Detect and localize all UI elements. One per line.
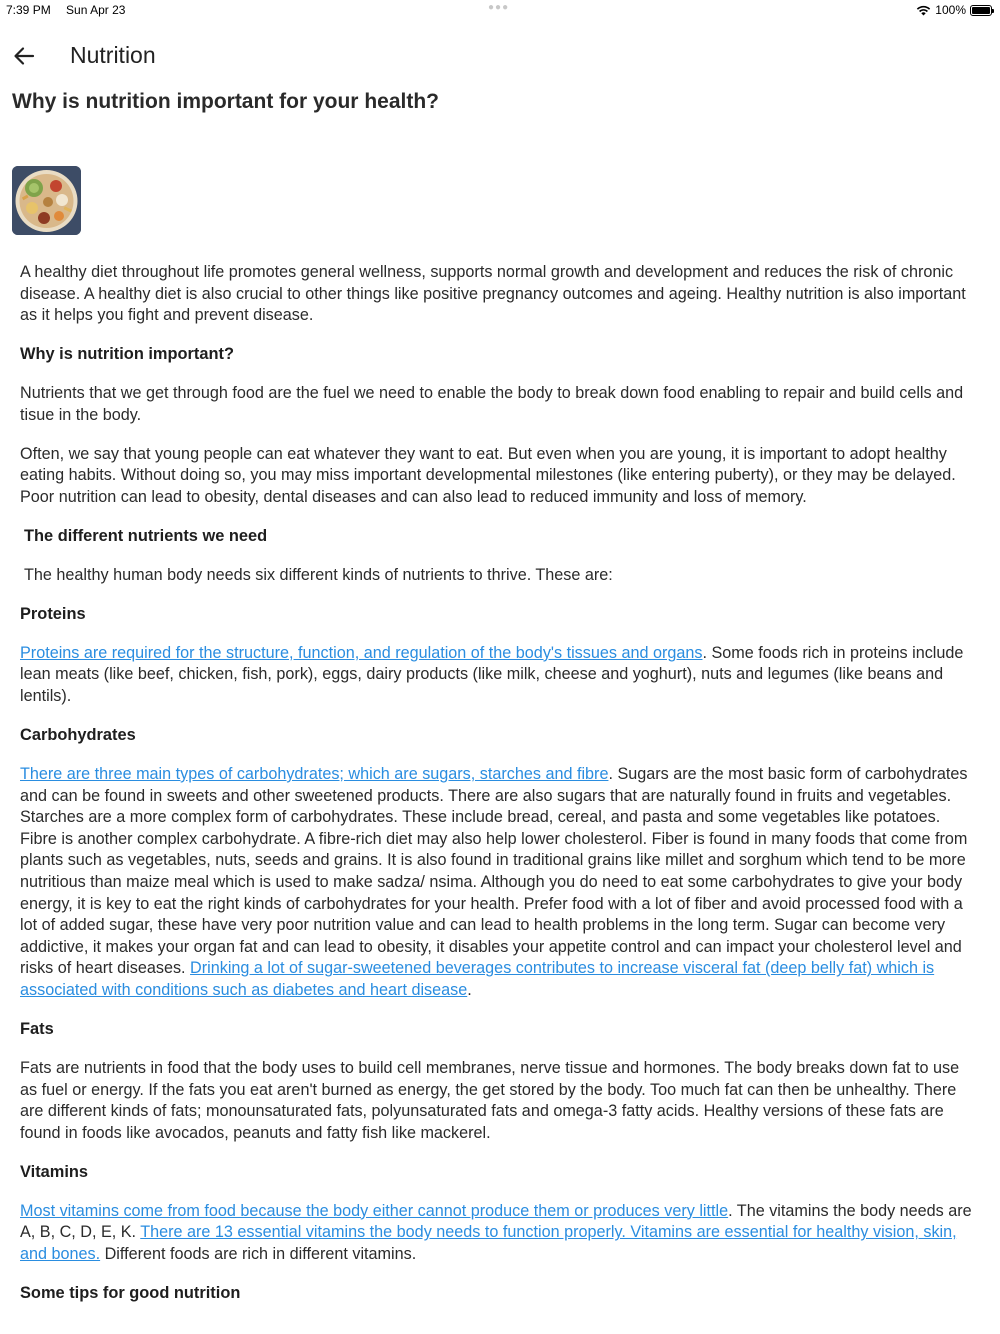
fats-paragraph: Fats are nutrients in food that the body uses to build cell membranes, nerve tissue and hormones. The body breaks down fat to use as fuel or energy. If the fats you eat aren't burned as energy, the get stored by the body. Too much fat can then be unhealthy. There are different kinds of fats; monounsaturated fats, polyunsaturated fats and omega-3 fatty acids. Healthy versions of these fats are found in foods like avocados, peanuts and fatty fish like mackerel. [20, 1058, 960, 1142]
proteins-link[interactable]: Proteins are required for the structure, function, and regulation of the body's tissues and organs [20, 643, 703, 662]
vitamins-link-2[interactable]: There are 13 essential vitamins the body needs to function properly. Vitamins are essential for healthy vision, skin, and bones. [20, 1223, 957, 1263]
carbohydrates-paragraph [20, 764, 980, 1002]
wifi-icon [916, 5, 931, 16]
status-right [916, 3, 992, 17]
battery-percent: 100% [935, 3, 966, 17]
heading-proteins: Proteins [20, 604, 86, 623]
intro-paragraph: A healthy diet throughout life promotes general wellness, supports normal growth and development and reduces the risk of chronic disease. A healthy diet is also crucial to other things like positive pregnancy outcomes and ageing. Healthy nutrition is also important as it helps you fight and prevent disease. [20, 263, 966, 325]
page-heading: Why is nutrition important for your health? [12, 90, 439, 113]
article-body [20, 262, 980, 1322]
app-title: Nutrition [70, 42, 156, 68]
proteins-text: . Some foods rich in proteins include lean meats (like beef, chicken, fish, pork), eggs, dairy products (like milk, cheese and yoghurt), nuts and legumes (like beans and lentils). [20, 643, 964, 706]
arrow-left-icon [12, 44, 36, 68]
different-nutrients-paragraph: The healthy human body needs six different kinds of nutrients to thrive. These are: [24, 565, 613, 584]
status-time: 7:39 PM [6, 3, 51, 17]
heading-why-nutrition: Why is nutrition important? [20, 345, 234, 364]
multitasking-dots-icon[interactable]: ●●● [488, 2, 510, 13]
why-paragraph-1: Nutrients that we get through food are the fuel we need to enable the body to break down food enabling to repair and build cells and tisue in the body. [20, 384, 964, 424]
status-bar [0, 0, 1000, 22]
food-platter-image [12, 166, 81, 235]
heading-carbohydrates: Carbohydrates [20, 726, 136, 745]
why-paragraph-2: Often, we say that young people can eat whatever they want to eat. But even when you are young, it is important to adopt healthy eating habits. Without doing so, you may miss important developmental milestones (like entering puberty), or they may be delayed. Poor nutrition can lead to obesity, dental diseases and can also lead to reduced immunity and loss of memory. [20, 444, 956, 506]
back-button[interactable] [8, 40, 40, 72]
status-left [6, 3, 137, 17]
app-bar [0, 36, 1000, 80]
heading-tips: Some tips for good nutrition [20, 1283, 241, 1302]
vitamins-text-end: Different foods are rich in different vitamins. [100, 1244, 417, 1263]
vitamins-link-1[interactable]: Most vitamins come from food because the body either cannot produce them or produces very little [20, 1201, 729, 1220]
carbohydrates-end: . [467, 980, 472, 999]
battery-icon [970, 5, 992, 16]
carbohydrates-text: . Sugars are the most basic form of carbohydrates and can be found in sweets and other sweetened products. There are also sugars that are naturally found in fruits and vegetables. Starches are a more complex form of carbohydrates. These include bread, cereal, and pasta and some vegetables like potatoes. Fibre is another complex carbohydrate. A fibre-rich diet may also help lower cholesterol. Fiber is found in many foods that come from plants such as vegetables, nuts, seeds and grains. It is also found in traditional grains like millet and sorghum which tend to be more nutritious than maize meal which is used to make sadza/ nsima. Although you do need to eat some carbohydrates to give your body energy, it is key to eat the right kinds of carbohydrates for your health. Prefer food with a lot of fiber and avoid processed food with a lot of added sugar, these have very poor nutrition value and can lead to health problems in the long term. Sugar can become very addictive, it makes your organ fat and can lead to obesity, it disables your appetite control and can impact your cholesterol level and risks of heart diseases. [20, 765, 968, 978]
status-date: Sun Apr 23 [66, 3, 126, 17]
vitamins-text-mid: . The vitamins the body needs are A, B, C, D, E, K. [20, 1201, 972, 1242]
sugary-beverages-link[interactable]: Drinking a lot of sugar-sweetened beverages contributes to increase visceral fat (deep belly fat) which is associated with conditions such as diabetes and heart disease [20, 959, 935, 999]
heading-vitamins: Vitamins [20, 1162, 89, 1181]
vitamins-paragraph [20, 1201, 980, 1266]
heading-different-nutrients: The different nutrients we need [24, 526, 268, 545]
carbohydrates-link[interactable]: There are three main types of carbohydrates; which are sugars, starches and fibre [20, 765, 609, 784]
proteins-paragraph [20, 643, 980, 708]
heading-fats: Fats [20, 1019, 54, 1038]
